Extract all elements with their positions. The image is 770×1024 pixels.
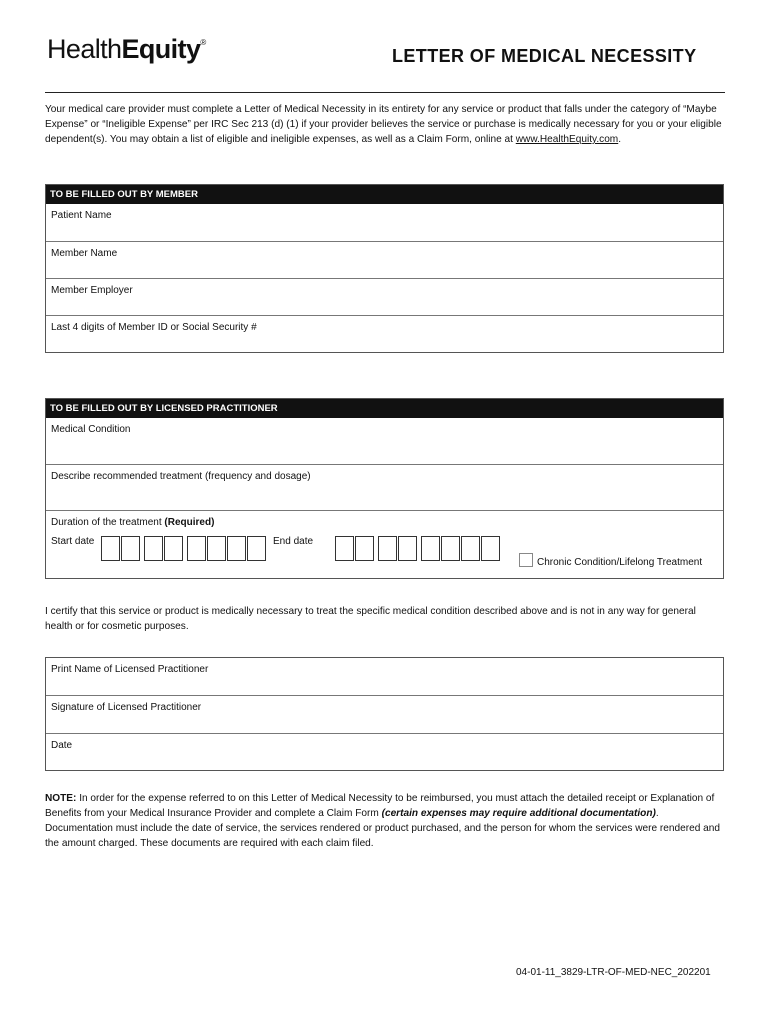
intro-end: . <box>618 134 622 145</box>
end-date-label: End date <box>273 536 314 547</box>
start-date-label: Start date <box>51 536 95 547</box>
date-digit-box[interactable] <box>247 536 266 561</box>
date-digit-box[interactable] <box>187 536 206 561</box>
intro-text: Your medical care provider must complete a Letter of Medical Necessity in its entirety for any service or product that falls under the category of “Maybe Expense” or “Ineligible Expense” per IRC Sec 213 (d) (1) if your provider believes the service or purchase is medically necessary for you or your eligible dependent(s). You may obtain a list of eligible and ineligible expenses, as well as a Claim Form, online at <box>45 104 722 145</box>
print-name-label: Print Name of Licensed Practitioner <box>51 664 209 675</box>
date-digit-box[interactable] <box>144 536 163 561</box>
date-digit-box[interactable] <box>378 536 397 561</box>
member-employer-label: Member Employer <box>51 285 133 296</box>
date-label: Date <box>51 740 73 751</box>
date-digit-box[interactable] <box>121 536 140 561</box>
date-digit-box[interactable] <box>101 536 120 561</box>
duration-text: Duration of the treatment <box>51 517 162 528</box>
date-digit-box[interactable] <box>441 536 460 561</box>
note-emphasis: (certain expenses may require additional documentation) <box>381 808 656 819</box>
practitioner-section-heading: TO BE FILLED OUT BY LICENSED PRACTITIONER <box>46 399 723 418</box>
date-digit-box[interactable] <box>398 536 417 561</box>
member-id-label: Last 4 digits of Member ID or Social Security # <box>51 322 257 333</box>
certification-statement: I certify that this service or product is medically necessary to treat the specific medical condition described above and is not in any way for general health or for cosmetic purposes. <box>45 606 696 632</box>
member-name-field[interactable] <box>46 241 723 278</box>
treatment-field[interactable] <box>46 464 723 510</box>
member-id-field[interactable] <box>46 315 723 352</box>
page-title: LETTER OF MEDICAL NECESSITY <box>392 46 697 66</box>
website-link[interactable]: www.HealthEquity.com <box>515 134 619 145</box>
member-employer-field[interactable] <box>46 278 723 315</box>
treatment-label: Describe recommended treatment (frequency and dosage) <box>51 471 311 482</box>
date-digit-box[interactable] <box>461 536 480 561</box>
header-divider <box>45 92 725 93</box>
logo-mark: ® <box>200 38 206 47</box>
signature-field[interactable] <box>46 695 723 733</box>
date-digit-box[interactable] <box>421 536 440 561</box>
logo-part1: Health <box>47 34 122 64</box>
patient-name-label: Patient Name <box>51 210 112 221</box>
healthequity-logo <box>47 34 206 65</box>
note-text-1: In order for the expense referred to on this Letter of Medical Necessity to be reimbursed, you must attach the detailed receipt or Explanation of Benefits from your Medical Insurance Provider and complete a Claim Form <box>45 793 715 819</box>
medical-condition-field[interactable] <box>46 418 723 464</box>
member-section-heading: TO BE FILLED OUT BY MEMBER <box>46 185 723 204</box>
note-text-2: . Documentation must include the date of service, the services rendered or product purchased, and the person for whom the services were rendered and the amount charged. These documents are required with each claim filed. <box>45 808 720 849</box>
signature-section <box>45 657 724 771</box>
date-digit-box[interactable] <box>481 536 500 561</box>
date-digit-box[interactable] <box>164 536 183 561</box>
date-digit-box[interactable] <box>227 536 246 561</box>
duration-required: (Required) <box>164 517 215 528</box>
duration-label <box>51 517 718 528</box>
start-date-boxes[interactable] <box>101 536 267 561</box>
date-digit-box[interactable] <box>207 536 226 561</box>
chronic-label: Chronic Condition/Lifelong Treatment <box>537 557 703 568</box>
date-field[interactable] <box>46 733 723 770</box>
logo-part2: Equity <box>121 34 201 64</box>
form-code: 04-01-11_3829-LTR-OF-MED-NEC_202201 <box>516 967 711 978</box>
date-row <box>51 536 718 570</box>
end-date-boxes[interactable] <box>335 536 501 561</box>
date-digit-box[interactable] <box>335 536 354 561</box>
practitioner-section <box>45 398 724 579</box>
print-name-field[interactable] <box>46 658 723 695</box>
note-label: NOTE: <box>45 793 77 804</box>
signature-label: Signature of Licensed Practitioner <box>51 702 202 713</box>
patient-name-field[interactable] <box>46 204 723 241</box>
medical-condition-label: Medical Condition <box>51 424 131 435</box>
chronic-checkbox[interactable] <box>519 553 533 567</box>
date-digit-box[interactable] <box>355 536 374 561</box>
note-paragraph <box>45 791 725 851</box>
member-section <box>45 184 724 353</box>
intro-paragraph <box>45 102 725 147</box>
duration-row <box>46 510 723 578</box>
member-name-label: Member Name <box>51 248 118 259</box>
